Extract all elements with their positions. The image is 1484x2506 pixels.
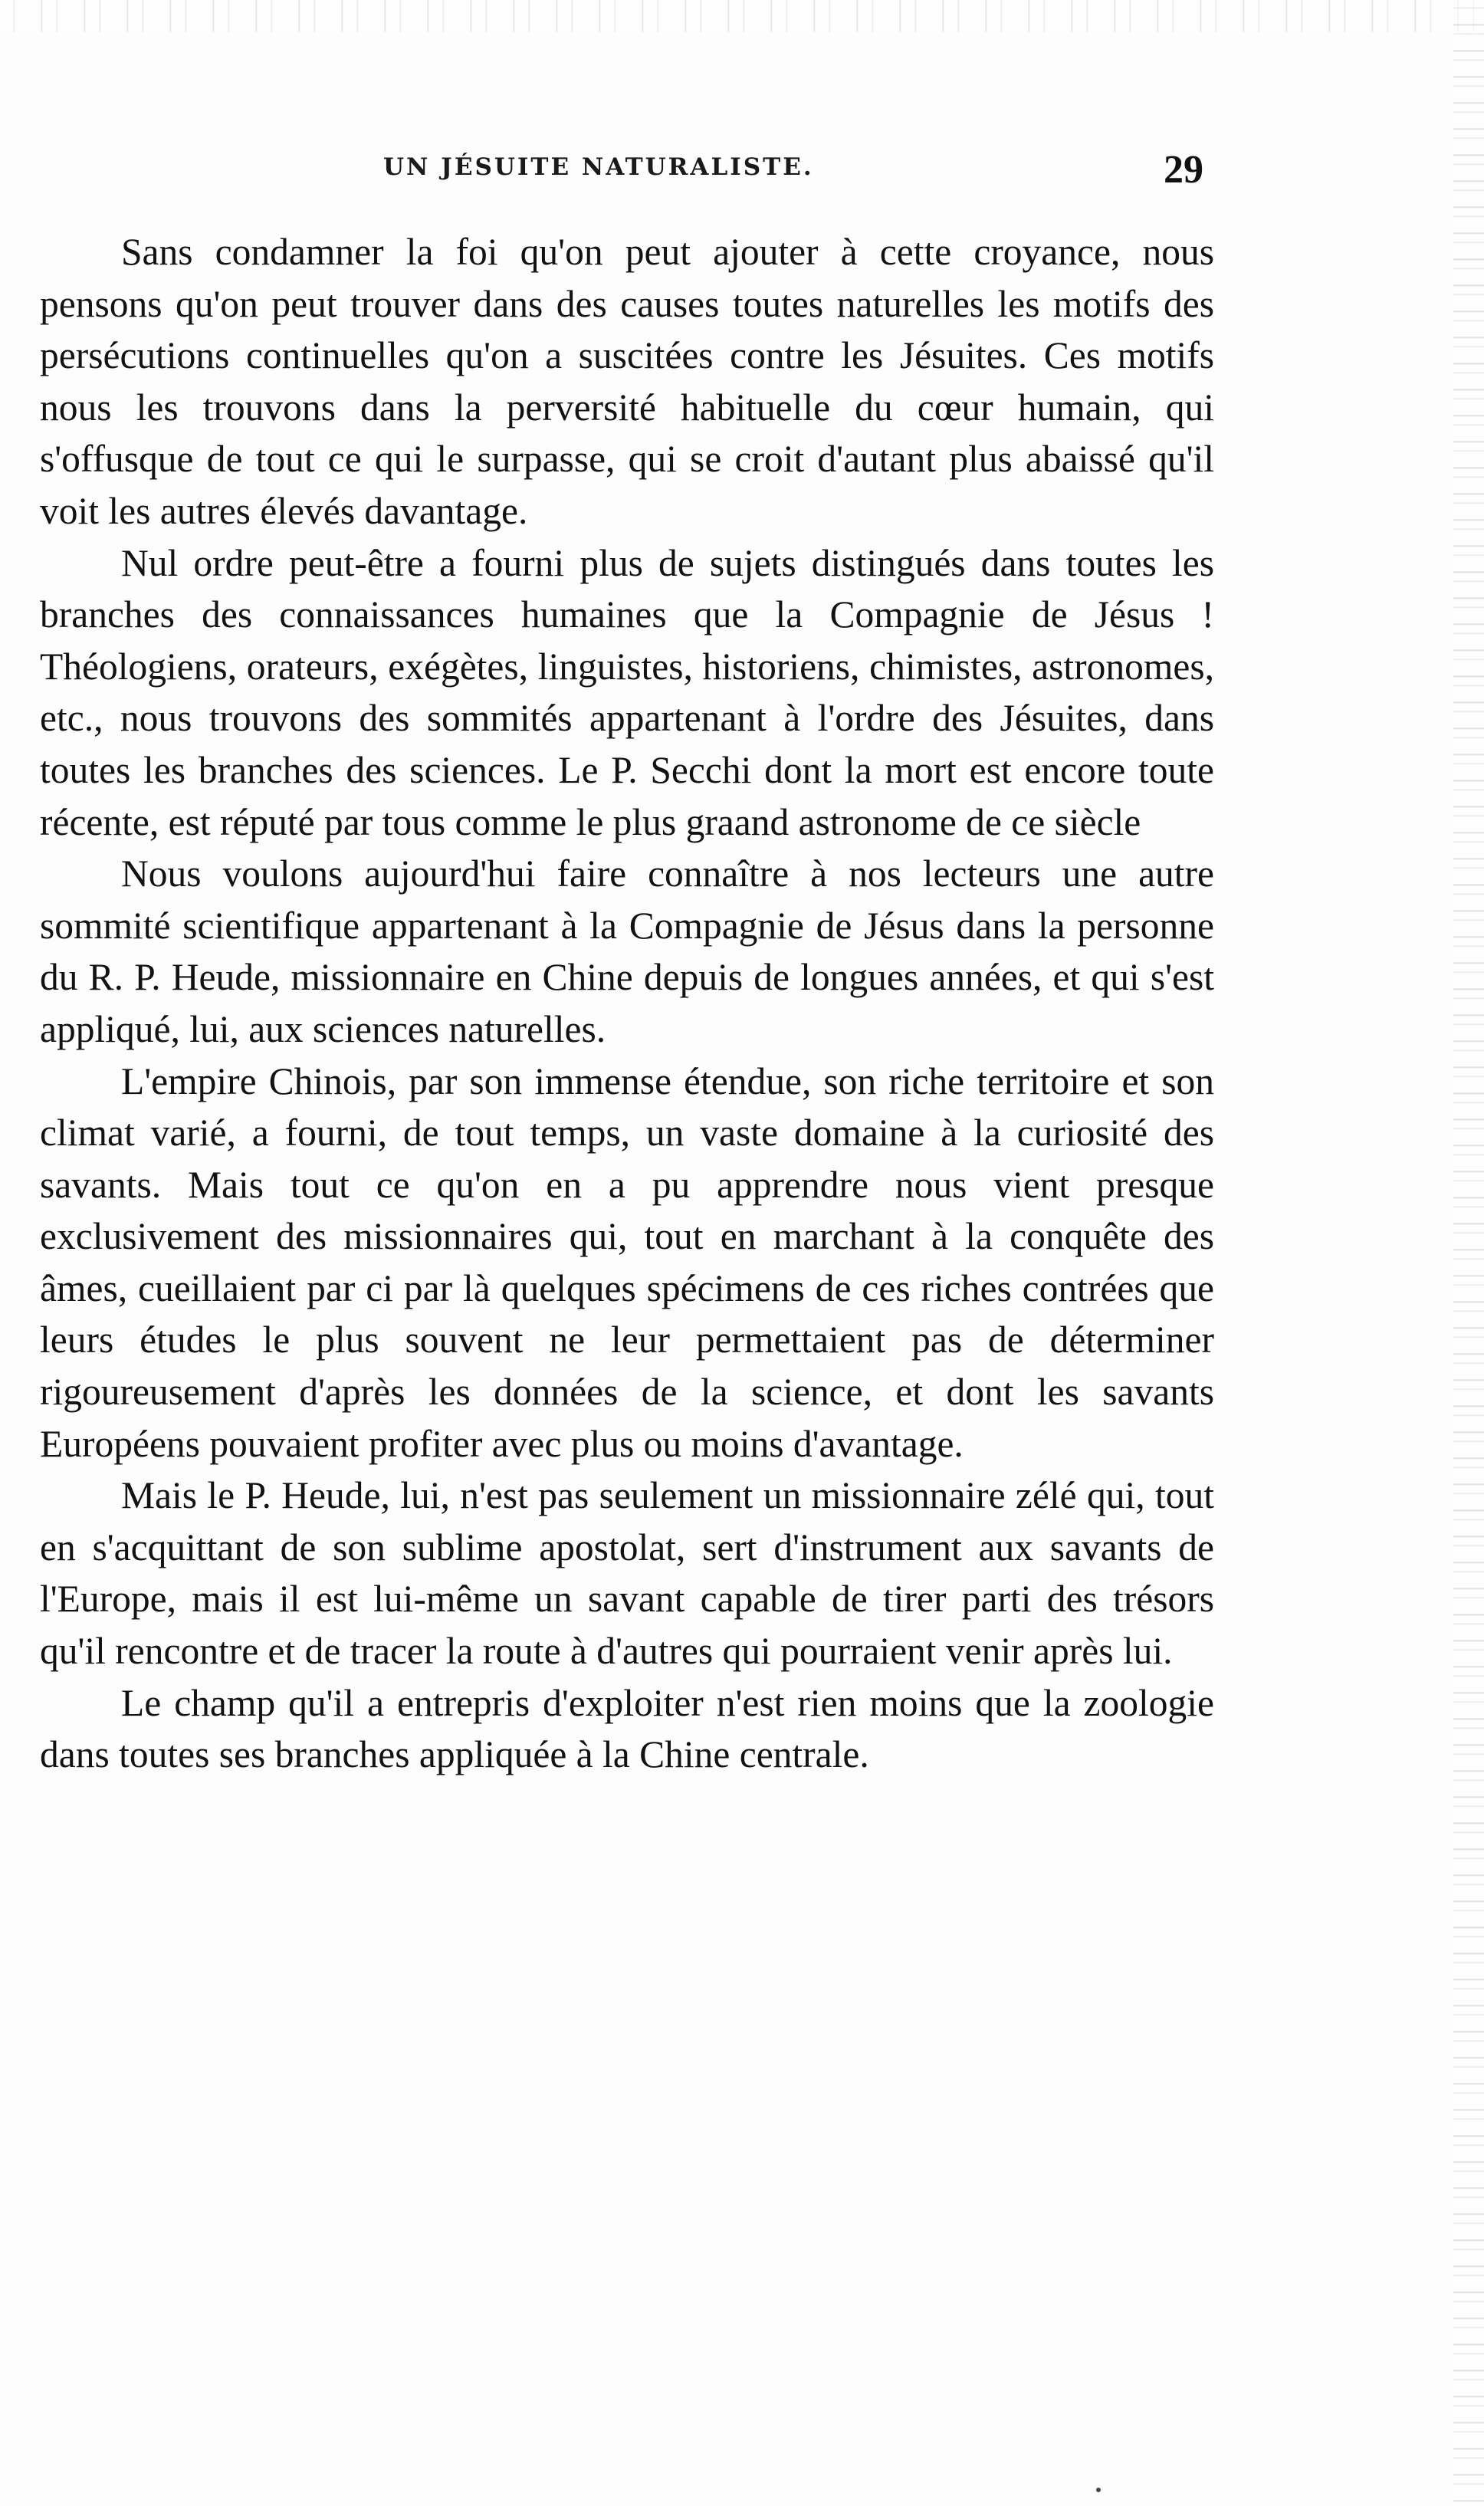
paragraph: L'empire Chinois, par son immense étendue, son riche territoire et son climat varié, a fourni, de tout temps, un vaste domaine à la curiosité des savants. Mais tout ce qu'on en a pu apprendre nous vient presque exclusivement des missionnaires qui, tout en marchant à la conquête des âmes, cueillaient par ci par là quelques spécimens de ces riches contrées que leurs études le plus souvent ne leur permettaient pas de déterminer rigoureusement d'après les données de la science, et dont les savants Européens pouvaient profiter avec plus ou moins d'avantage.	[40, 1059, 1214, 1465]
paragraph: Nul ordre peut-être a fourni plus de sujets distingués dans toutes les branches des connaissances humaines que la Compagnie de Jésus ! Théologiens, orateurs, exégètes, linguistes, historiens, chimistes, astronomes, etc., nous trouvons des sommités appartenant à l'ordre des Jésuites, dans toutes les branches des sciences. Le P. Secchi dont la mort est encore toute récente, est réputé par tous comme le plus graand astronome de ce siècle	[40, 541, 1214, 843]
scan-noise-top	[0, 0, 1484, 32]
paragraph: Le champ qu'il a entrepris d'exploiter n'est rien moins que la zoologie dans toutes ses branches appliquée à la Chine centrale.	[40, 1681, 1214, 1776]
body-text	[40, 226, 1214, 1781]
scan-noise-right	[1453, 0, 1484, 2506]
paragraph: Mais le P. Heude, lui, n'est pas seulement un missionnaire zélé qui, tout en s'acquittant de son sublime apostolat, sert d'instrument aux savants de l'Europe, mais il est lui-même un savant capable de tirer parti des trésors qu'il rencontre et de tracer la route à d'autres qui pourraient venir après lui.	[40, 1474, 1214, 1673]
page-number: 29	[1164, 148, 1203, 192]
scan-speck	[1096, 2488, 1101, 2492]
paragraph: Nous voulons aujourd'hui faire connaître à nos lecteurs une autre sommité scientifique appartenant à la Compagnie de Jésus dans la personne du R. P. Heude, missionnaire en Chine depuis de longues années, et qui s'est appliqué, lui, aux sciences naturelles.	[40, 852, 1214, 1050]
running-header	[77, 148, 1226, 199]
running-title: UN JÉSUITE NATURALISTE.	[383, 153, 814, 181]
paragraph: Sans condamner la foi qu'on peut ajouter à cette croyance, nous pensons qu'on peut trouver dans des causes toutes naturelles les motifs des persécutions continuelles qu'on a suscitées contre les Jésuites. Ces motifs nous les trouvons dans la perversité habituelle du cœur humain, qui s'offusque de tout ce qui le surpasse, qui se croit d'autant plus abaissé qu'il voit les autres élevés davantage.	[40, 231, 1214, 532]
